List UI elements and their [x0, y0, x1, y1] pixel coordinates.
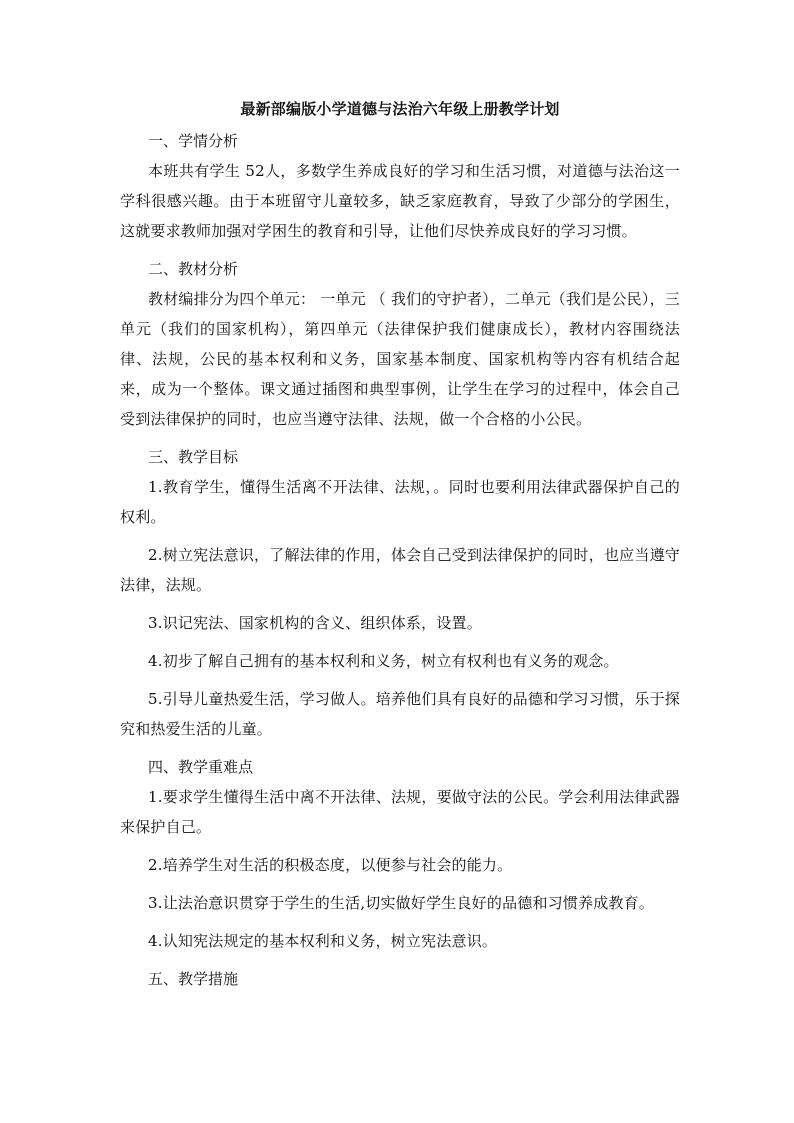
document-page: [120, 98, 680, 994]
section-textbook-analysis: [120, 254, 680, 434]
goal-item: 4.初步了解自己拥有的基本权利和义务，树立有权利也有义务的观念。: [148, 652, 619, 670]
goal-item: 2.树立宪法意识，了解法律的作用，体会自己受到法律保护的同时，也应当遵守法律，法规。: [120, 546, 680, 594]
difficulty-item: 4.认知宪法规定的基本权利和义务，树立宪法意识。: [148, 932, 498, 950]
document-title: 最新部编版小学道德与法治六年级上册教学计划: [240, 100, 560, 118]
section-teaching-goals: [120, 442, 680, 744]
section-learning-analysis: [120, 126, 680, 246]
difficulty-item: 2.培养学生对生活的积极态度，以便参与社会的能力。: [148, 856, 513, 874]
goal-item: 1.教育学生，懂得生活离不开法律、法规，。同时也要利用法律武器保护自己的权利。: [120, 478, 680, 526]
paragraph: 本班共有学生 52人，多数学生养成良好的学习和生活习惯，对道德与法治这一学科很感兴趣。由于本班留守儿童较多，缺乏家庭教育，导致了少部分的学困生，这就要求教师加强对学困生的教育和引导，让他们尽快养成良好的学习习惯。: [120, 162, 680, 240]
section-key-difficulties: [120, 752, 680, 956]
goal-item: 3.识记宪法、国家机构的含义、组织体系，设置。: [148, 614, 482, 632]
section-heading: 二、教材分析: [148, 260, 239, 278]
section-heading: 五、教学措施: [148, 970, 239, 988]
section-teaching-measures: [120, 964, 680, 994]
difficulty-item: 1.要求学生懂得生活中离不开法律、法规，要做守法的公民。学会利用法律武器来保护自己。: [120, 788, 680, 836]
section-heading: 三、教学目标: [148, 448, 239, 466]
difficulty-item: 3.让法治意识贯穿于学生的生活,切实做好学生良好的品德和习惯养成教育。: [148, 894, 655, 912]
section-heading: 一、学情分析: [148, 132, 239, 150]
goal-item: 5.引导儿童热爱生活，学习做人。培养他们具有良好的品德和学习习惯，乐于探究和热爱生活的儿童。: [120, 690, 680, 738]
section-heading: 四、教学重难点: [148, 758, 254, 776]
paragraph: 教材编排分为四个单元： 一单元 （ 我们的守护者），二单元（我们是公民），三单元（我们的国家机构），第四单元（法律保护我们健康成长），教材内容围绕法律、法规，公民的基本权利和义务，国家基本制度、国家机构等内容有机结合起来，成为一个整体。课文通过插图和典型事例，让学生在学习的过程中，体会自己受到法律保护的同时，也应当遵守法律、法规，做一个合格的小公民。: [120, 290, 680, 428]
